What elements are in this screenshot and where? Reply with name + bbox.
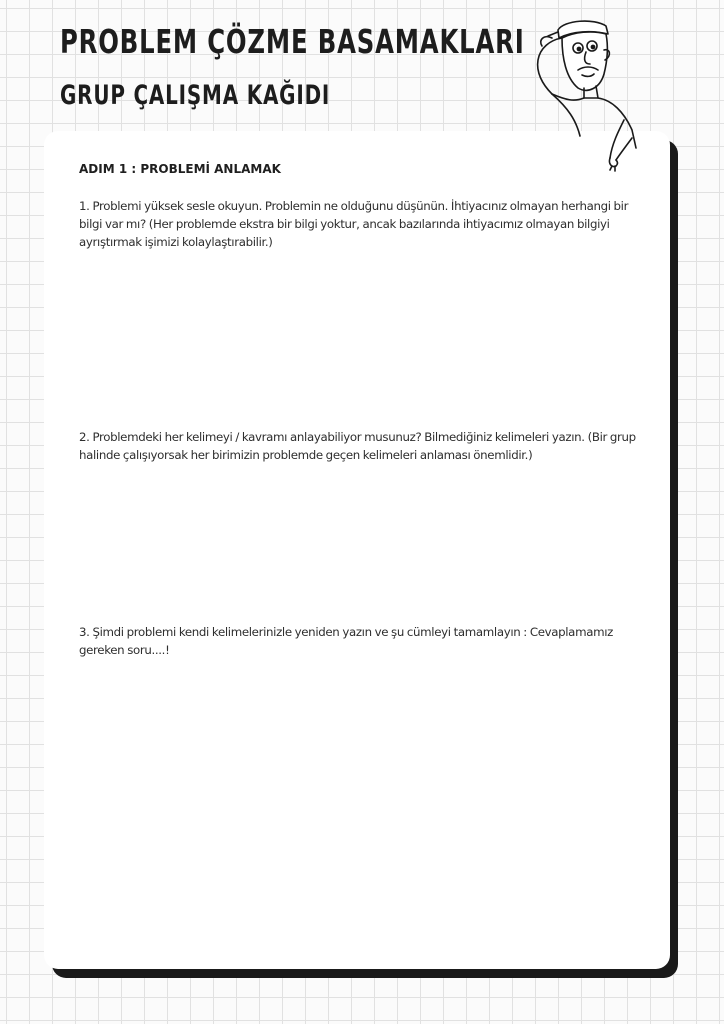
page-subtitle: GRUP ÇALIŞMA KAĞIDI <box>60 80 331 111</box>
question-3: 3. Şimdi problemi kendi kelimelerinizle yeniden yazın ve şu cümleyi tamamlayın : Cevaplamamız gereken soru....! <box>79 625 613 657</box>
worksheet-card <box>44 131 670 969</box>
page-title: PROBLEM ÇÖZME BASAMAKLARI <box>60 22 525 61</box>
step-heading: ADIM 1 : PROBLEMİ ANLAMAK <box>79 162 281 176</box>
thinking-man-icon <box>528 8 640 173</box>
question-1: 1. Problemi yüksek sesle okuyun. Problemin ne olduğunu düşünün. İhtiyacınız olmayan herhangi bir bilgi var mı? (Her problemde ekstra bir bilgi yoktur, ancak bazılarında ihtiyacımız olmayan bilgiyi ayrıştırmak işimizi kolaylaştırabilir.) <box>79 199 629 249</box>
question-2: 2. Problemdeki her kelimeyi / kavramı anlayabiliyor musunuz? Bilmediğiniz kelimeleri yazın. (Bir grup halinde çalışıyorsak her birimizin problemde geçen kelimeleri anlaması önemlidir.) <box>79 430 636 462</box>
